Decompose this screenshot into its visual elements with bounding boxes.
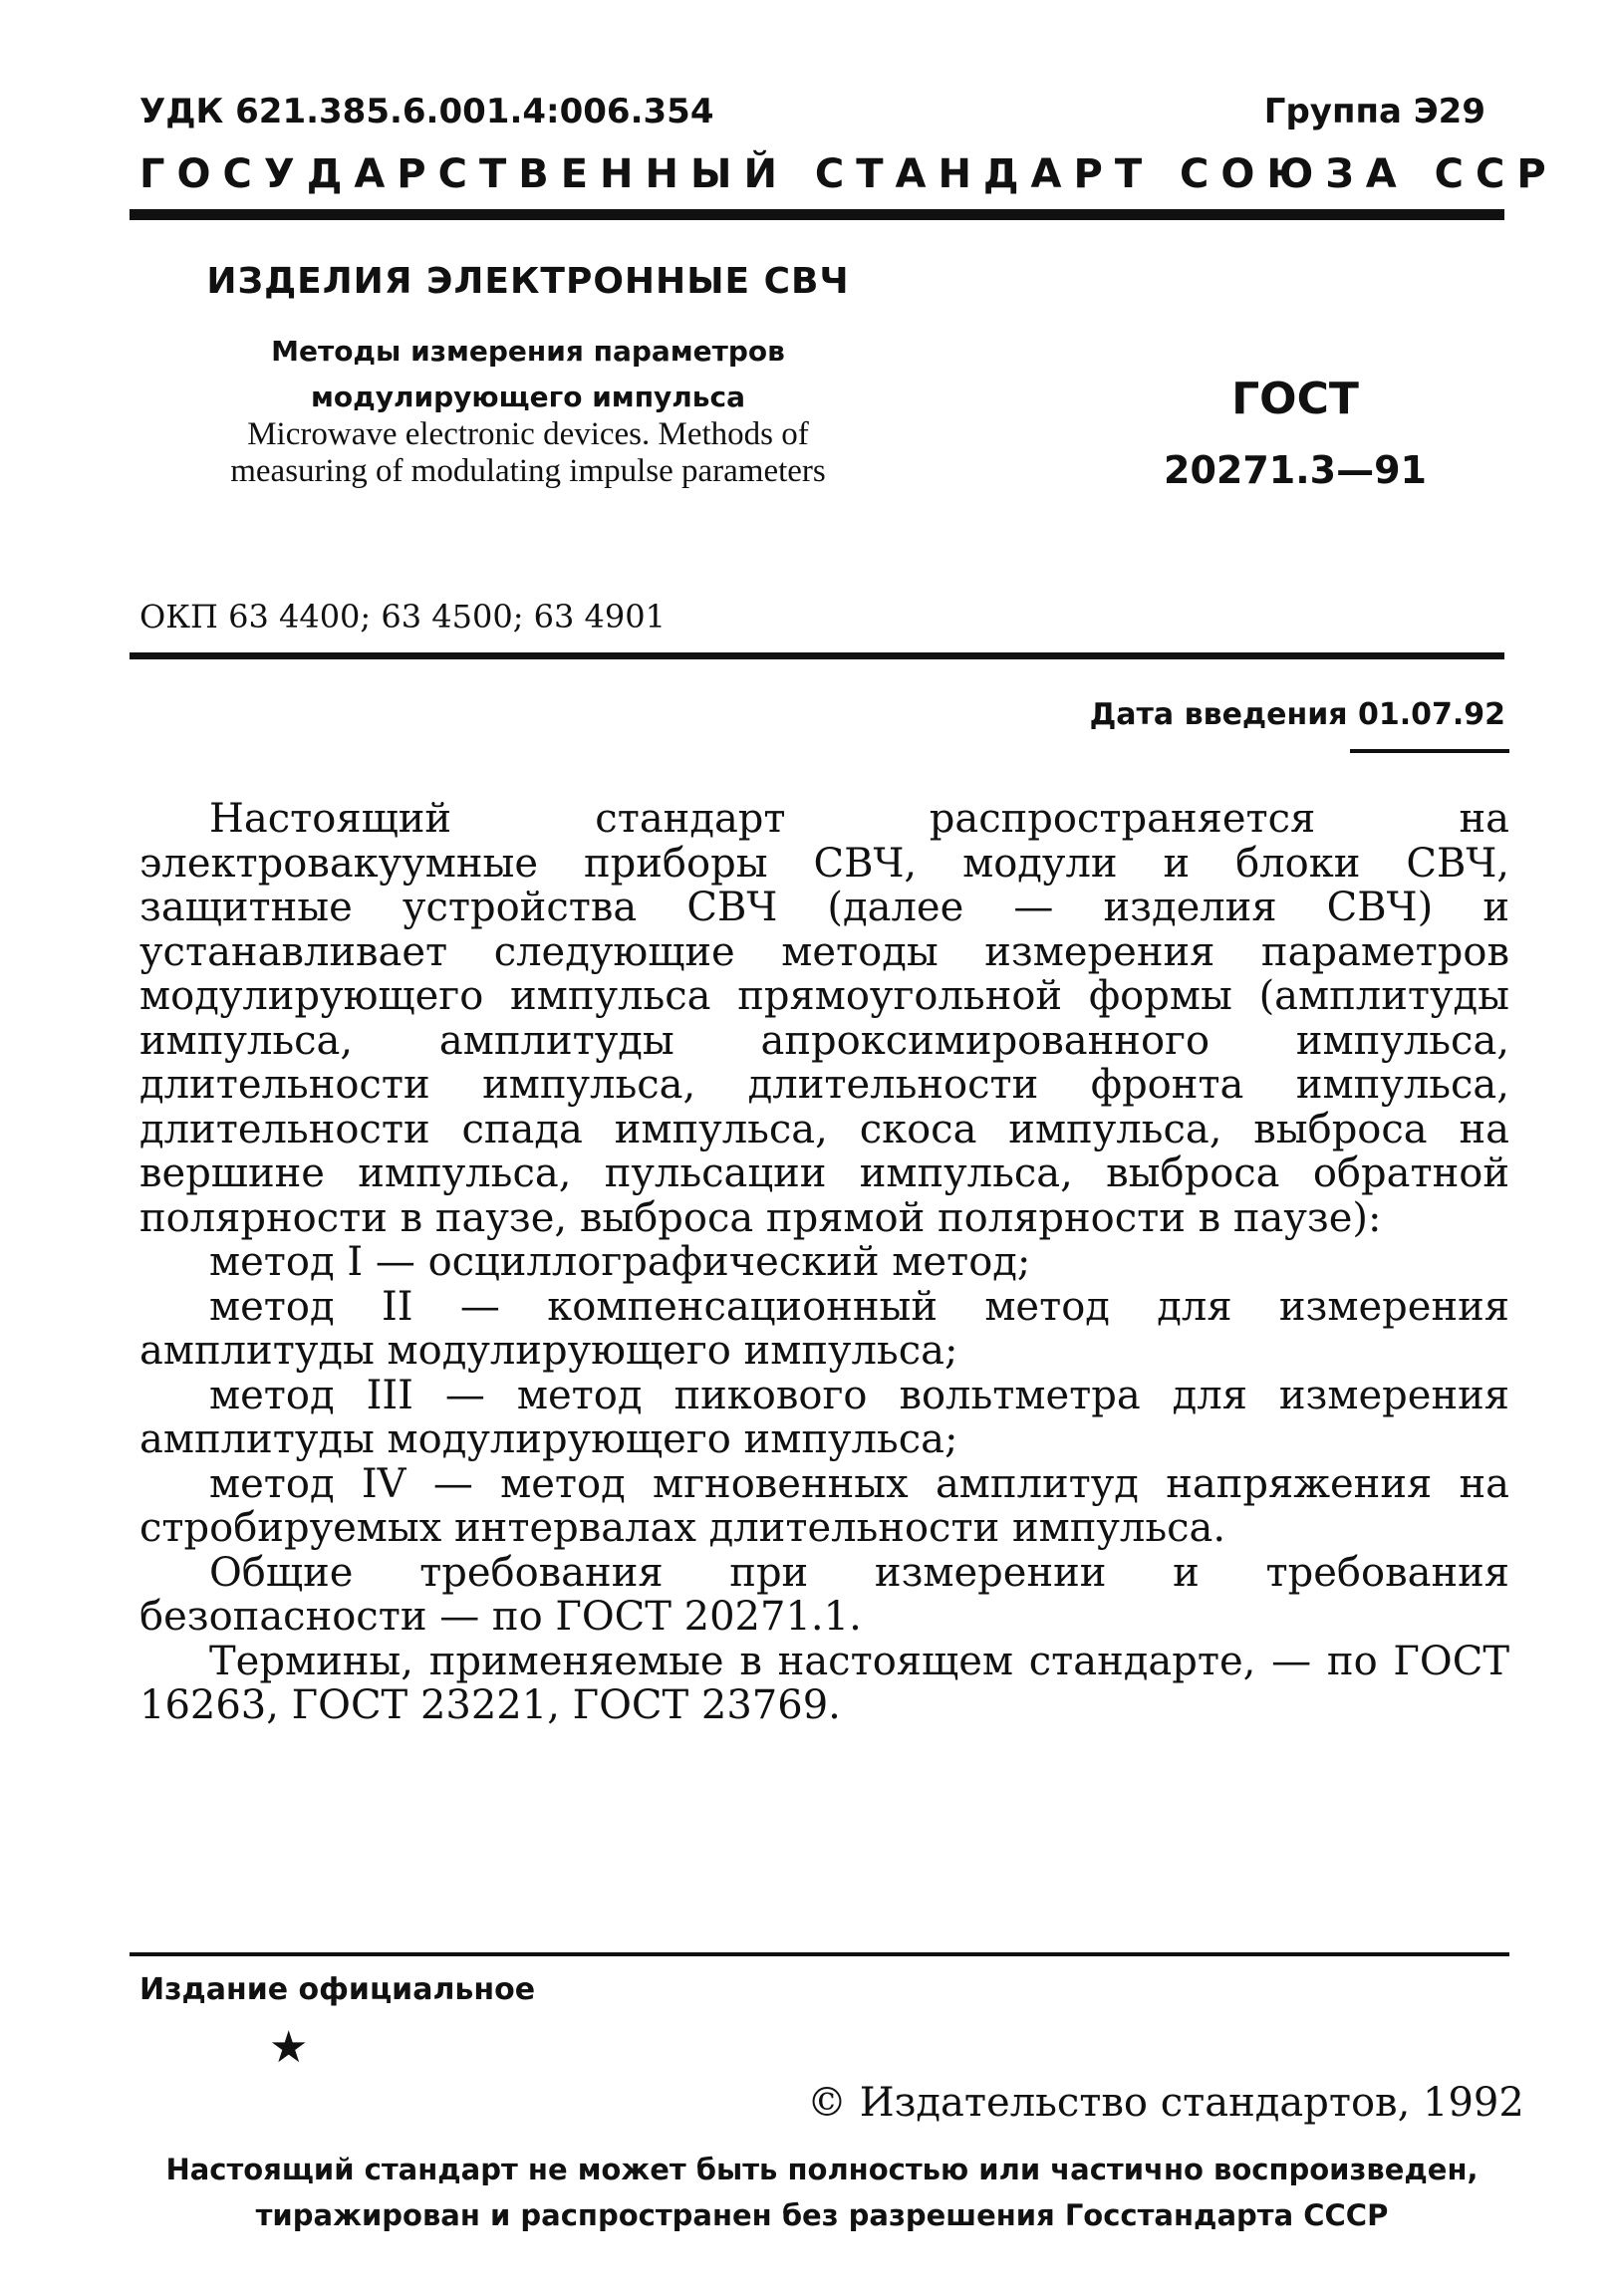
terms-paragraph: Термины, применяемые в настоящем стандарте, — по ГОСТ 16263, ГОСТ 23221, ГОСТ 23769. xyxy=(139,1638,1509,1728)
method-item: метод III — метод пикового вольтметра для измерения амплитуды модулирующего импульса; xyxy=(139,1372,1509,1462)
header-rule xyxy=(130,209,1504,220)
method-item: метод IV — метод мгновенных амплитуд напряжения на стробируемых интервалах длительности импульса. xyxy=(139,1460,1509,1551)
reproduction-notice: Настоящий стандарт не может быть полностью или частично воспроизведен, тиражирован и распространен без разрешения Госстандарта СССР xyxy=(165,2153,1479,2232)
title-en: Microwave electronic devices. Methods of measuring of modulating impulse parameters xyxy=(230,416,826,489)
star-icon: ★ xyxy=(269,2023,309,2072)
method-item: метод I — осциллографический метод; xyxy=(209,1239,1031,1285)
okp-rule xyxy=(130,652,1504,659)
introduction-date: Дата введения 01.07.92 xyxy=(1089,697,1505,732)
body-text xyxy=(139,797,1509,1728)
standard-body-heading: ГОСУДАРСТВЕННЫЙ СТАНДАРТ СОЮЗА ССР xyxy=(139,151,1558,197)
intro-paragraph: Настоящий стандарт распространяется на электровакуумные приборы СВЧ, модули и блоки СВЧ, защитные устройства СВЧ (далее — изделия СВЧ) и устанавливает следующие методы измерения параметров модулирующего импульса прямоугольной формы (амплитуды импульса, амплитуды апроксимированного импульса, длительности импульса, длительности фронта импульса, длительности спада импульса, скоса импульса, выброса на вершине импульса, пульсации импульса, выброса обратной полярности в паузе, выброса прямой полярности в паузе): xyxy=(139,796,1509,1241)
title-ru-main: ИЗДЕЛИЯ ЭЛЕКТРОННЫЕ СВЧ xyxy=(206,261,850,302)
footer-rule xyxy=(130,1952,1509,1956)
gost-number: 20271.3—91 xyxy=(1164,448,1427,492)
udk-code: УДК 621.385.6.001.4:006.354 xyxy=(139,92,714,131)
copyright-line: © Издательство стандартов, 1992 xyxy=(807,2080,1524,2126)
gost-label: ГОСТ xyxy=(1231,374,1359,424)
date-underline xyxy=(1350,749,1509,753)
general-requirements-paragraph: Общие требования при измерении и требования безопасности — по ГОСТ 20271.1. xyxy=(139,1549,1509,1640)
edition-label: Издание официальное xyxy=(139,1972,536,2007)
title-ru-sub: Методы измерения параметров модулирующего импульса xyxy=(271,335,785,413)
method-item: метод II — компенсационный метод для измерения амплитуды модулирующего импульса; xyxy=(139,1283,1509,1374)
okp-codes: ОКП 63 4400; 63 4500; 63 4901 xyxy=(139,598,666,636)
group-code: Группа Э29 xyxy=(1263,92,1485,131)
